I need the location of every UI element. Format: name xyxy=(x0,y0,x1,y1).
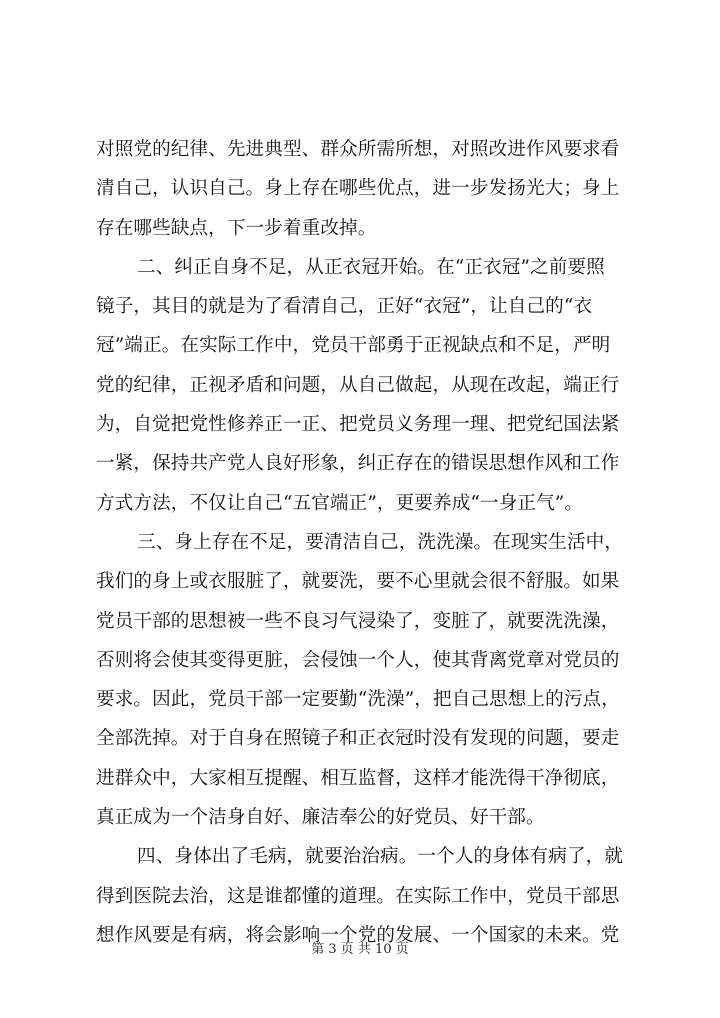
text-line: 对照党的纪律、先进典型、群众所需所想，对照改进作风要求看 xyxy=(96,139,620,160)
text-line: 想作风要是有病，将会影响一个党的发展、一个国家的未来。党 xyxy=(96,924,620,946)
paragraph-first-line: 二、纠正自身不足，从正衣冠开始。在“正衣冠”之前要照 xyxy=(137,256,605,278)
text-line: 清自己，认识自己。身上存在哪些优点，进一步发扬光大；身上 xyxy=(96,178,620,200)
paragraph-first-line: 四、身体出了毛病，就要治治病。一个人的身体有病了，就 xyxy=(137,846,624,868)
text-line: 否则将会使其变得更脏，会侵蚀一个人，使其背离党章对党员的 xyxy=(96,649,620,671)
text-line: 全部洗掉。对于自身在照镜子和正衣冠时没有发现的问题，要走 xyxy=(96,728,620,750)
text-line: 一紧，保持共产党人良好形象，纠正存在的错误思想作风和工作 xyxy=(96,453,620,475)
text-line: 得到医院去治，这是谁都懂的道理。在实际工作中，党员干部思 xyxy=(96,885,620,907)
text-line: 为，自觉把党性修养正一正、把党员义务理一理、把党纪国法紧 xyxy=(96,414,620,436)
text-line: 真正成为一个洁身自好、廉洁奉公的好党员、好干部。 xyxy=(96,807,545,829)
text-line: 我们的身上或衣服脏了，就要洗，要不心里就会很不舒服。如果 xyxy=(96,571,620,593)
document-body xyxy=(96,130,636,955)
text-line: 进群众中，大家相互提醒、相互监督，这样才能洗得干净彻底， xyxy=(96,767,620,789)
text-line: 要求。因此，党员干部一定要勤“洗澡”，把自己思想上的污点， xyxy=(96,689,620,711)
paragraph-first-line: 三、身上存在不足，要清洁自己，洗洗澡。在现实生活中， xyxy=(137,531,624,553)
text-line: 镜子，其目的就是为了看清自己，正好“衣冠”，让自己的“衣 xyxy=(96,296,593,318)
page-footer: 第 3 页 共 10 页 xyxy=(311,942,409,957)
text-line: 存在哪些缺点，下一步着重改掉。 xyxy=(96,217,377,239)
text-line: 冠”端正。在实际工作中，党员干部勇于正视缺点和不足，严明 xyxy=(96,335,611,357)
text-line: 党的纪律，正视矛盾和问题，从自己做起，从现在改起，端正行 xyxy=(96,374,620,396)
text-line: 党员干部的思想被一些不良习气浸染了，变脏了，就要洗洗澡， xyxy=(96,610,620,632)
text-line: 方式方法，不仅让自己“五官端正”，更要养成“一身正气”。 xyxy=(96,492,584,514)
